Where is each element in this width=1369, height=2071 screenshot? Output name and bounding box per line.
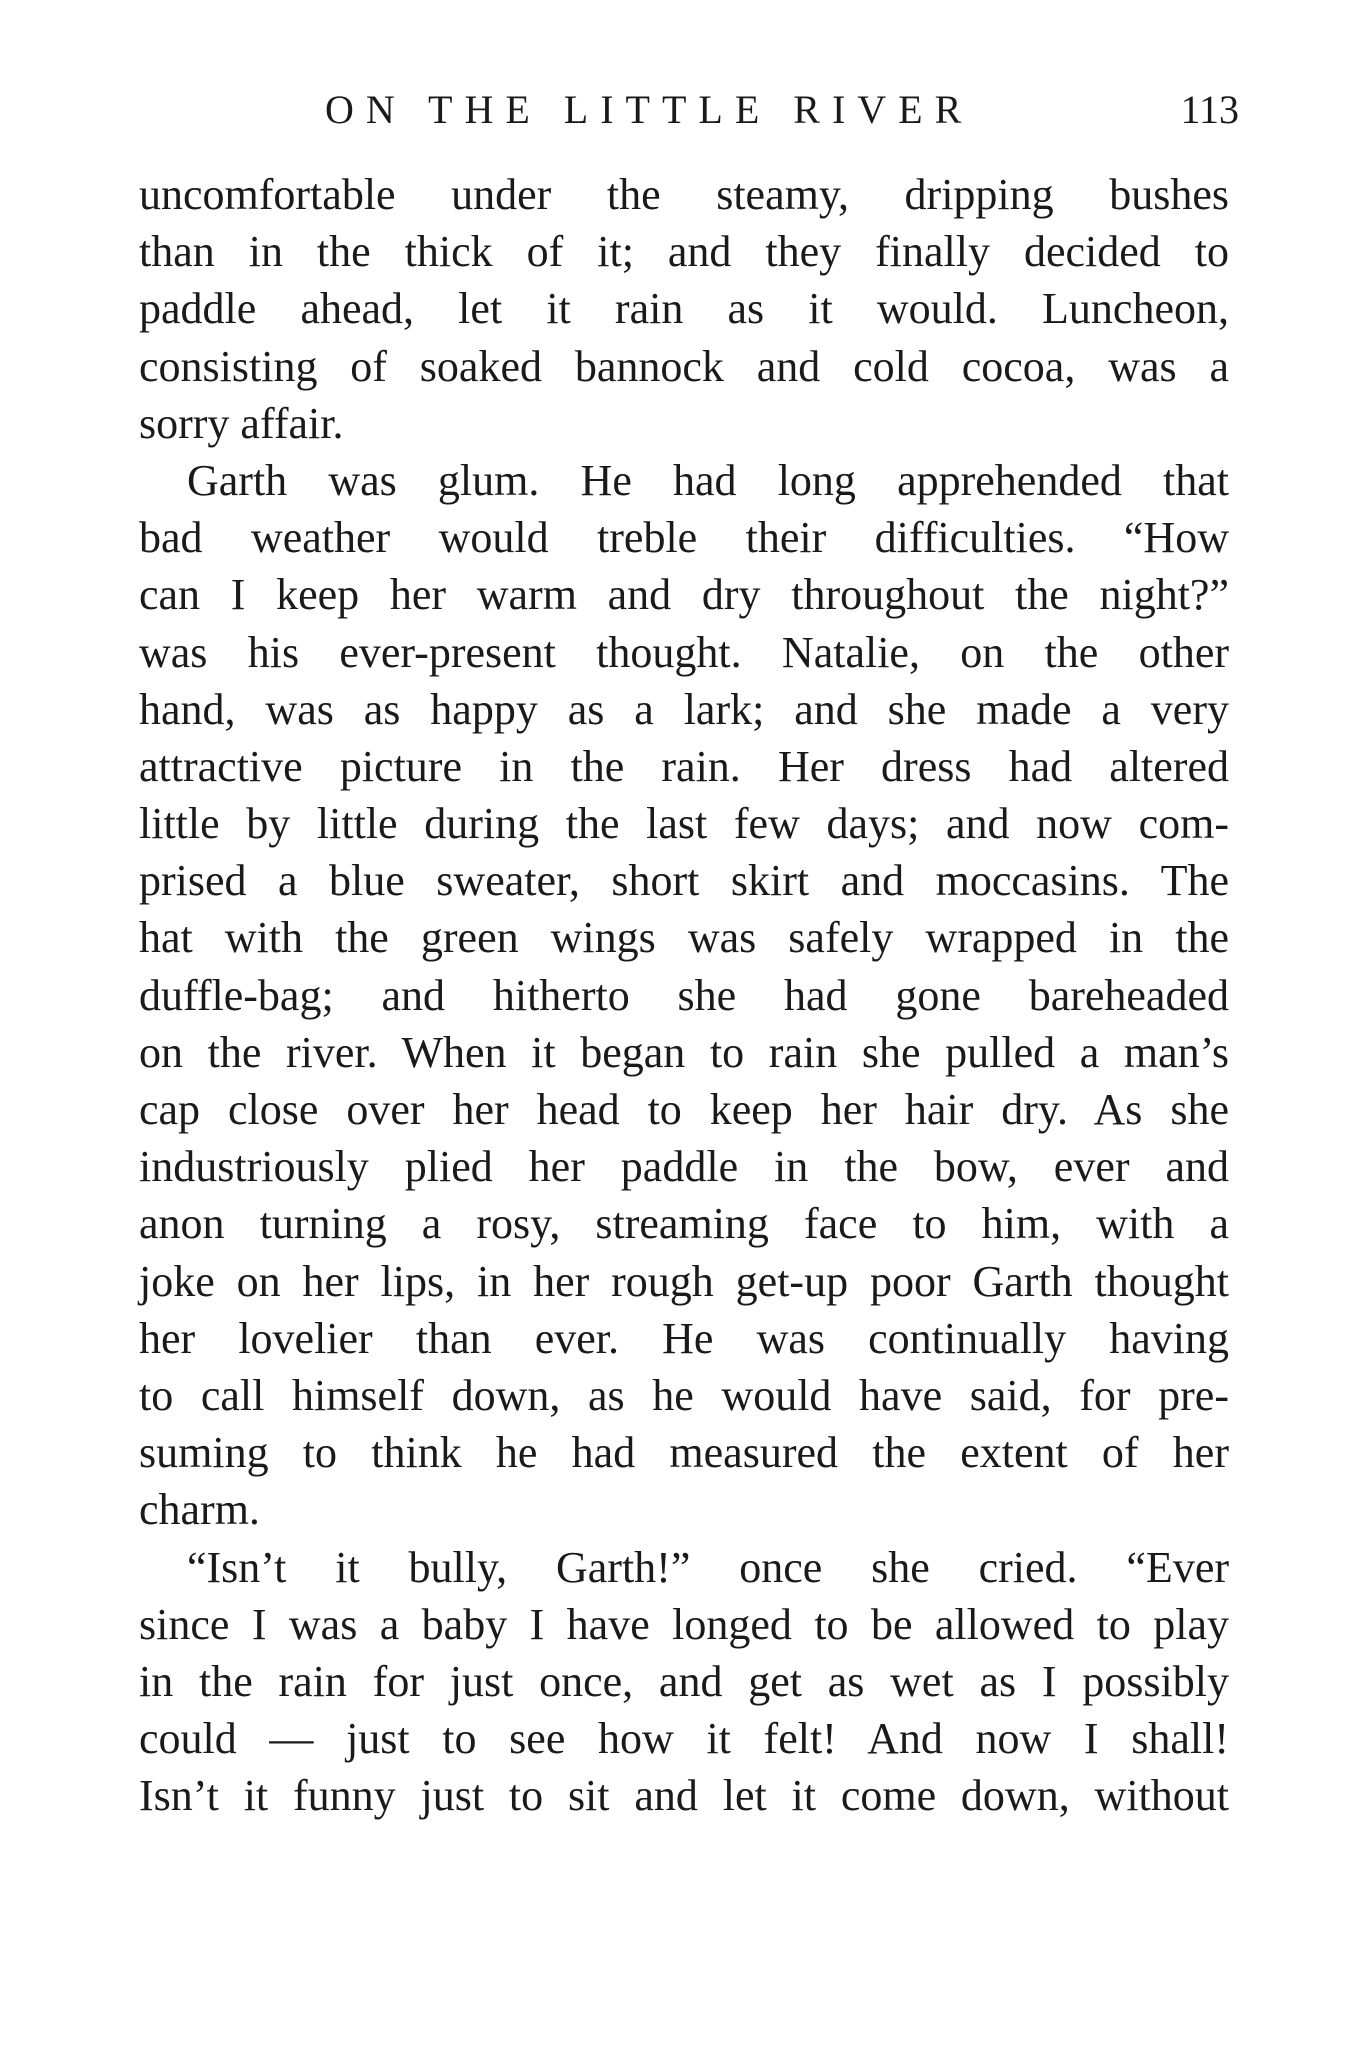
page-number: 113 (1180, 87, 1239, 132)
text-line: paddle ahead, let it rain as it would. Luncheon, (139, 284, 1229, 334)
text-line: on the river. When it began to rain she pulled a man’s (139, 1027, 1229, 1077)
text-line: consisting of soaked bannock and cold cocoa, was a (139, 341, 1229, 391)
text-line: industriously plied her paddle in the bow, ever and (139, 1142, 1229, 1192)
text-line: suming to think he had measured the extent of her (139, 1428, 1229, 1478)
text-line: sorry affair. (139, 398, 344, 448)
text-line: since I was a baby I have longed to be allowed to play (139, 1599, 1229, 1649)
text-line: than in the thick of it; and they finally decided to (139, 227, 1229, 277)
running-head (325, 85, 1239, 135)
running-title: ON THE LITTLE RIVER (325, 87, 974, 132)
text-line: attractive picture in the rain. Her dress had altered (139, 741, 1229, 791)
text-line: hand, was as happy as a lark; and she made a very (139, 684, 1229, 734)
text-line: charm. (139, 1485, 260, 1535)
text-line: to call himself down, as he would have said, for pre- (139, 1370, 1229, 1420)
text-line: joke on her lips, in her rough get-up poor Garth thought (139, 1256, 1229, 1306)
paragraph-first-line: “Isn’t it bully, Garth!” once she cried. “Ever (187, 1542, 1229, 1592)
text-line: bad weather would treble their difficulties. “How (139, 513, 1229, 563)
text-line: cap close over her head to keep her hair dry. As she (139, 1085, 1229, 1134)
text-line: uncomfortable under the steamy, dripping bushes (139, 170, 1229, 219)
text-line: prised a blue sweater, short skirt and moccasins. The (139, 856, 1229, 906)
text-line: Isn’t it funny just to sit and let it come down, without (139, 1771, 1229, 1821)
text-line: anon turning a rosy, streaming face to him, with a (139, 1199, 1229, 1249)
paragraph-first-line: Garth was glum. He had long apprehended that (187, 455, 1229, 505)
text-line: duffle-bag; and hitherto she had gone bareheaded (139, 970, 1229, 1020)
body-text (139, 166, 1229, 1824)
text-line: hat with the green wings was safely wrapped in the (139, 913, 1229, 963)
text-line: her lovelier than ever. He was continually having (139, 1313, 1229, 1363)
text-line: can I keep her warm and dry throughout the night?” (139, 570, 1229, 620)
text-line: in the rain for just once, and get as wet as I possibly (139, 1656, 1229, 1706)
text-line: was his ever-present thought. Natalie, on the other (139, 627, 1229, 677)
text-line: could — just to see how it felt! And now I shall! (139, 1714, 1229, 1764)
text-line: little by little during the last few days; and now com- (139, 799, 1229, 849)
